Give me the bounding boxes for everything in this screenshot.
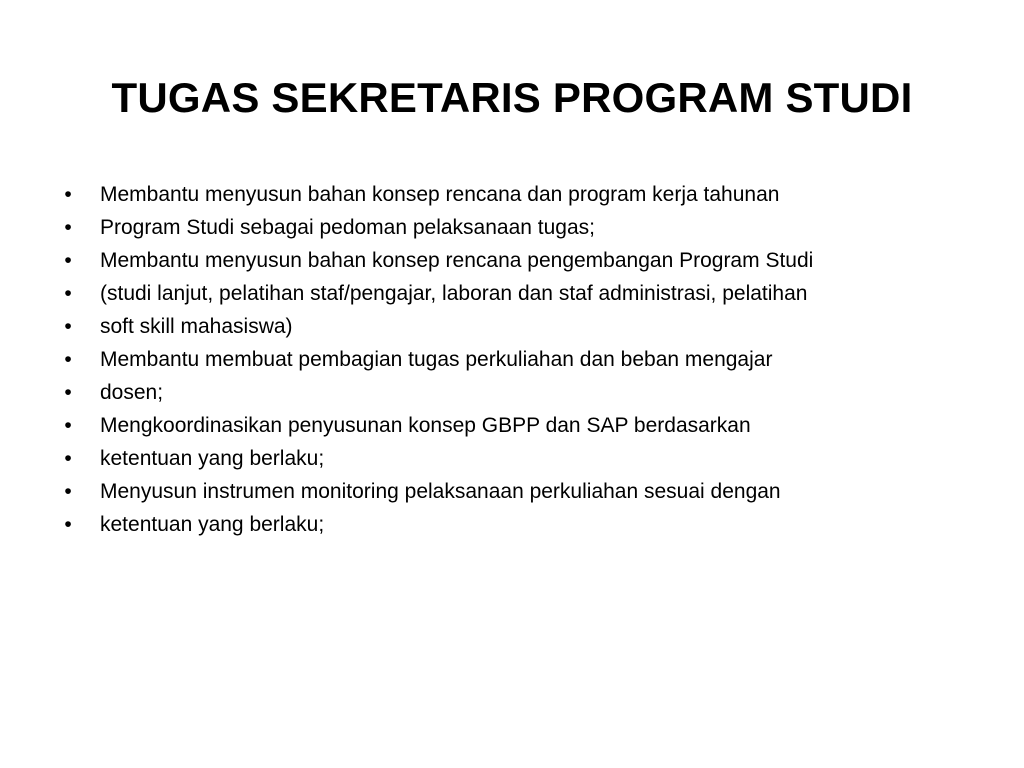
list-item [58,214,958,241]
list-item-text: (studi lanjut, pelatihan staf/pengajar, laboran dan staf administrasi, pelatihan [100,282,808,305]
list-item-text: ketentuan yang berlaku; [100,447,325,470]
bullet-icon: • [64,183,72,206]
list-item-text: Program Studi sebagai pedoman pelaksanaan tugas; [100,216,595,239]
list-item-text: Membantu menyusun bahan konsep rencana pengembangan Program Studi [100,249,814,272]
slide-title: TUGAS SEKRETARIS PROGRAM STUDI [111,74,913,121]
bullet-icon: • [64,414,72,437]
list-item [58,379,958,406]
list-item [58,280,958,307]
list-item [58,412,958,439]
bullet-icon: • [64,513,72,536]
list-item-text: Mengkoordinasikan penyusunan konsep GBPP dan SAP berdasarkan [100,414,751,437]
bullet-icon: • [64,381,72,404]
list-item [58,511,958,538]
list-item [58,478,958,505]
list-item [58,445,958,472]
bullet-icon: • [64,315,72,338]
list-item [58,346,958,373]
bullet-icon: • [64,249,72,272]
bullet-icon: • [64,348,72,371]
bullet-icon: • [64,282,72,305]
list-item [58,247,958,274]
list-item-text: Membantu membuat pembagian tugas perkuliahan dan beban mengajar [100,348,773,371]
list-item-text: ketentuan yang berlaku; [100,513,325,536]
list-item-text: Menyusun instrumen monitoring pelaksanaan perkuliahan sesuai dengan [100,480,781,503]
list-item [58,181,958,208]
bullet-icon: • [64,447,72,470]
bullet-list [58,181,958,544]
list-item-text: soft skill mahasiswa) [100,315,293,338]
bullet-icon: • [64,216,72,239]
list-item-text: dosen; [100,381,164,404]
list-item-text: Membantu menyusun bahan konsep rencana dan program kerja tahunan [100,183,780,206]
list-item [58,313,958,340]
bullet-icon: • [64,480,72,503]
